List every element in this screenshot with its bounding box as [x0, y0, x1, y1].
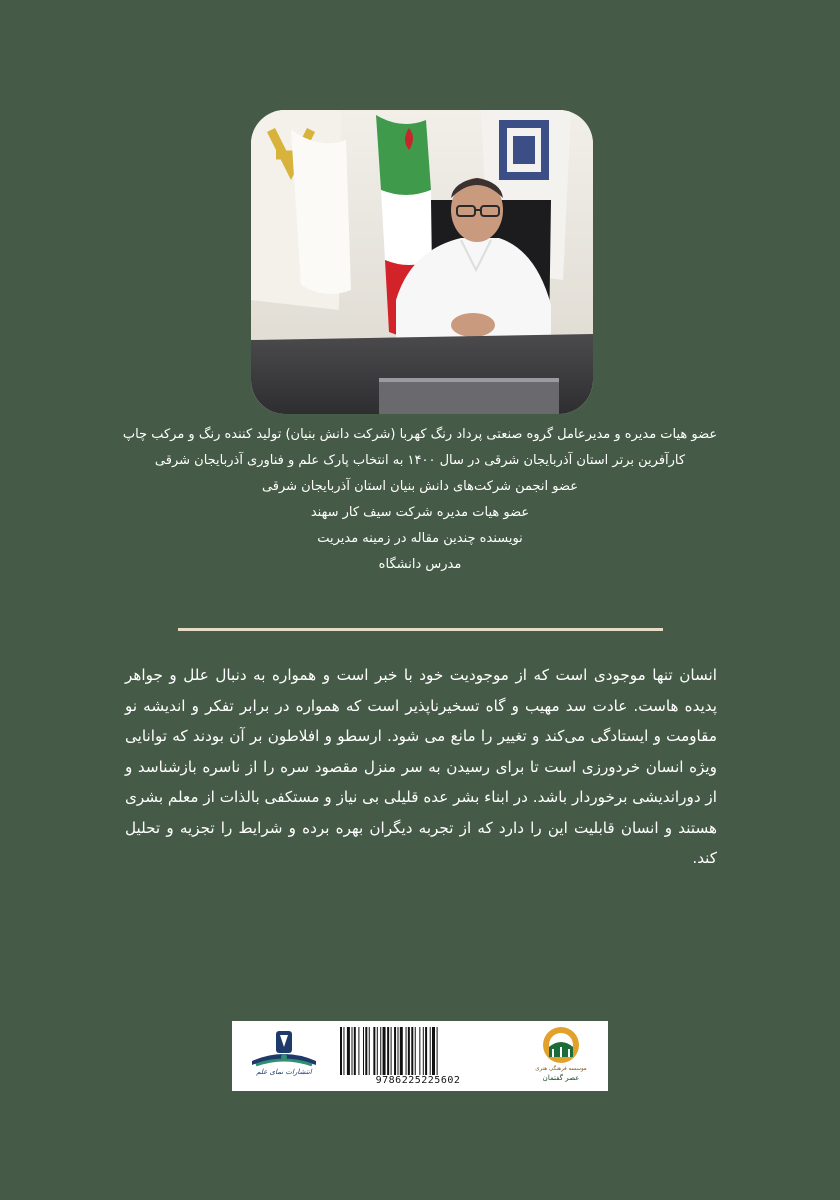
asr-goftman-publisher-subtitle: موسسه فرهنگی هنری — [535, 1066, 587, 1072]
nama-elm-publisher-logo-icon — [242, 1025, 326, 1087]
divider — [178, 628, 663, 631]
back-cover-paragraph: انسان تنها موجودی است که از موجودیت خود با خبر است و همواره به دنبال علل و جواهر پدیده هاست. عادت سد مهیب و گاه تسخیرناپذیر است که همواره در برابر تفکر و اندیشه نو مقاومت و ایستادگی می‌کند و تغییر را مانع می شود. ارسطو و افلاطون بر آن بودند که توانایی ویژه انسان خردورزی است تا برای رسیدن به سر منزل مقصود سره را از ناسره بازشناسد و از دوراندیشی برخوردار باشد. در ابناء بشر عده قلیلی بی نیاز و مستکفی بالذات از معلم بشری هستند و انسان قابلیت این را دارد که از تجربه دیگران بهره برده و شرایط را تجزیه و تحلیل کند. — [125, 666, 717, 867]
isbn-number: 9786225225602 — [375, 1075, 461, 1086]
asr-goftman-publisher-name — [520, 1065, 602, 1083]
author-photo — [251, 110, 593, 414]
asr-goftman-publisher-title: عصر گفتمان — [542, 1074, 580, 1082]
bio-line: عضو هیات مدیره شرکت سیف کار سهند — [310, 505, 530, 520]
bio-line: عضو انجمن شرکت‌های دانش بنیان استان آذربایجان شرقی — [261, 479, 579, 494]
author-portrait-icon — [251, 110, 593, 414]
bio-line: عضو هیات مدیره و مدیرعامل گروه صنعتی پرداد رنگ کهربا (شرکت دانش بنیان) تولید کننده رنگ و مرکب چاپ — [122, 427, 718, 442]
nama-elm-publisher-name: انتشارات نمای علم — [256, 1068, 312, 1076]
bio-line: نویسنده چندین مقاله در زمینه مدیریت — [317, 531, 523, 546]
author-bio — [60, 422, 780, 578]
bio-line: کارآفرین برتر استان آذربایجان شرقی در سال ۱۴۰۰ به انتخاب پارک علم و فناوری آذربایجان شرقی — [154, 453, 686, 468]
barcode-icon — [336, 1027, 500, 1075]
barcode-strip — [232, 1021, 608, 1091]
bio-line: مدرس دانشگاه — [378, 557, 462, 572]
